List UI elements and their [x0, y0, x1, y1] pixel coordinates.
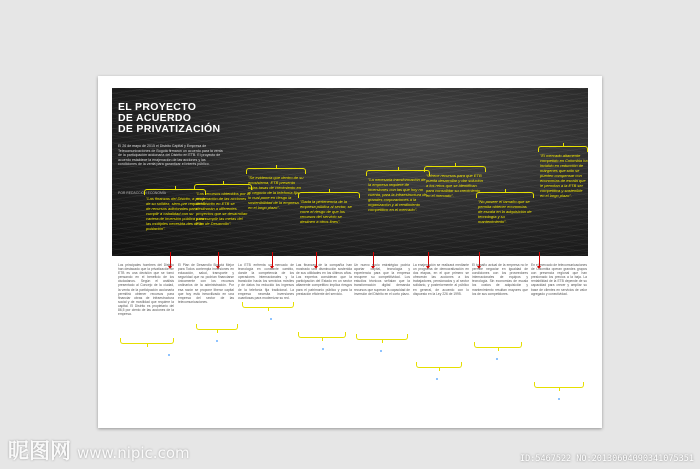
- quote-brace-bottom: [474, 342, 522, 348]
- body-column: En el mercado de telecomunicaciones de Colombia operan grandes grupos con presencia regional que han presionado los precios a la baja. La rentabilidad de la ETB depende de su capacidad para crecer y ampliar su base de clientes en servicios de valor agregado y conectividad.: [531, 263, 587, 296]
- quote-brace-bottom: [242, 302, 294, 308]
- pull-quote: "Se evidencia que dentro de su ecosistema, ETB presenta bajas tasas de crecimiento en el negocio de la telefonía fija, lo cual pone en riesgo la sostenibilidad de la empresa en el largo plazo".: [248, 175, 304, 210]
- pull-quote: "Las finanzas del Distrito, a pesar de su solidez, siem-pre requieren de recursos adicionales para cumplir a cabalidad con su cartera de inversión pública y con las múltiples necesida-des de la población".: [146, 196, 206, 231]
- body-column: El tamaño actual de la empresa no le permite negociar en igualdad de condiciones con los proveedores internacionales de equipos y tecnología. Sin economías de escala los costos de adquisición y mantenimiento resultan mayores que los de sus competidores.: [472, 263, 528, 296]
- quote-brace-top: [366, 170, 430, 176]
- hero-title-line: DE PRIVATIZACIÓN: [118, 123, 221, 135]
- quote-brace-bottom: [120, 338, 174, 344]
- quote-brace-bottom: [416, 362, 462, 368]
- quote-brace-bottom: [534, 382, 584, 388]
- image-id-label: ID:5467522 NO:20130604090341075351: [520, 454, 694, 464]
- marker-dot: [380, 350, 382, 352]
- pull-quote: "No poseer el tamaño que se permita obtener economías de escala en la adquisición de tecnología y su mantenimiento".: [478, 199, 532, 224]
- marker-dot: [436, 378, 438, 380]
- pull-quote: "El mercado altamente competido en Colombia ha incidido en reducción de márgenes que sólo se pueden compensar con economías de escala que le permitan a la ETB ser competitiva y sostenible en el largo plazo".: [540, 153, 588, 198]
- watermark-brand: 昵图网: [8, 439, 71, 463]
- quote-brace-top: [298, 192, 360, 198]
- hero-lead: El 26 de mayo de 2015 el Distrito Capital y Empresa de Telecomunicaciones de Bogotá firmaron un acuerdo para la venta de la participación accionaria del Distrito en ETB. El proyecto de acuerdo establece la enajenación de las acciones y las condiciones de la venta para garantizar el interés público.: [118, 144, 223, 167]
- quote-brace-top: [424, 166, 486, 172]
- pull-quote: "Los recursos obtenidos por la enajenación de las acciones del Distrito en ETB se destinarán a diferentes proyectos que se desarrollan para cumplir las metas del Plan de Desarrollo".: [196, 191, 250, 226]
- body-column: Las finanzas de la compañía han mostrado una disminución sostenida de sus utilidades en los últimos años. Los expertos consideran que la participación del Estado en un sector altamente competitivo implica riesgos para el patrimonio público y para la prestación eficiente del servicio.: [296, 263, 352, 296]
- hero-title-line: DE ACUERDO: [118, 112, 192, 124]
- hero-title: [118, 102, 238, 135]
- pull-quote: "Ofrece recursos para que ETB pueda desarrollar y dar solución a los retos que se identifican para consolidar su crecimiento en el mercado".: [426, 173, 483, 198]
- hero-byline: POR REDACCIÓN ECONOMÍA: [118, 191, 167, 195]
- body-column: La ETB enfrenta un mercado de tecnología en constante cambio, donde la competencia de los operadores internacionales y la transición hacia los servicios móviles y de datos ha reducido los ingresos de la telefonía fija tradicional. La empresa necesita inversiones cuantiosas para modernizar su red.: [238, 263, 294, 300]
- hero-title-line: EL PROYECTO: [118, 101, 197, 113]
- quote-brace-bottom: [196, 324, 238, 330]
- quote-brace-bottom: [298, 332, 346, 338]
- body-column: Los principales hombres del Distrito han destacado que la privatización de ETB es una decisión que se tomó pensando en el beneficio de los ciudadanos. Según el análisis presentado al Concejo de la ciudad, la venta de la participación accionaria permitirá obtener recursos para financiar obras de infraestructura social y de movilidad que requiere la capital. El Distrito es propietario del 86,5 por ciento de las acciones de la empresa.: [118, 263, 174, 317]
- marker-dot: [558, 398, 560, 400]
- pull-quote: "Dada la pertenencia de la empresa pública al sector, se corre el riesgo de que los recursos del servicio se destinen a otros fines".: [300, 199, 352, 224]
- site-watermark: [8, 435, 190, 465]
- marker-dot: [496, 358, 498, 360]
- pull-quote: "La necesaria transformación de la empresa requiere de inversiones con las que hoy no cuenta, para la infraestructura de grandes corporaciones a la organización y al rendimiento competitivo en el mercado".: [368, 177, 427, 212]
- body-column: Un nuevo socio estratégico podría aportar capital, tecnología y experiencia para que la empresa recupere su competitividad. Los estudios técnicos señalan que la transformación digital demanda recursos que superan la capacidad de inversión del Distrito en el corto plazo.: [354, 263, 410, 296]
- body-column: El Plan de Desarrollo Bogotá Mejor para Todos contempla inversiones en educación, salud, transporte y seguridad que no podrían financiarse únicamente con los recursos ordinarios de la administración. Por esa razón se propone liberar capital que hoy está inmovilizado en una empresa del sector de las telecomunicaciones.: [178, 263, 234, 304]
- magazine-spread: [98, 76, 602, 428]
- marker-dot: [270, 318, 272, 320]
- quote-brace-bottom: [356, 334, 408, 340]
- body-column: La enajenación se realizará mediante un programa de democratización en dos etapas, en el que primero se ofrecerán las acciones a los trabajadores, pensionados y al sector solidario, y posteriormente al público en general, de acuerdo con lo dispuesto en la Ley 226 de 1995.: [413, 263, 469, 296]
- marker-dot: [168, 354, 170, 356]
- quote-brace-top: [476, 192, 534, 198]
- quote-brace-top: [538, 146, 588, 152]
- hero-image: [112, 88, 588, 256]
- marker-dot: [322, 348, 324, 350]
- quote-brace-top: [194, 184, 252, 190]
- watermark-url: www.nipic.com: [77, 444, 190, 462]
- marker-dot: [216, 340, 218, 342]
- quote-brace-top: [246, 168, 306, 174]
